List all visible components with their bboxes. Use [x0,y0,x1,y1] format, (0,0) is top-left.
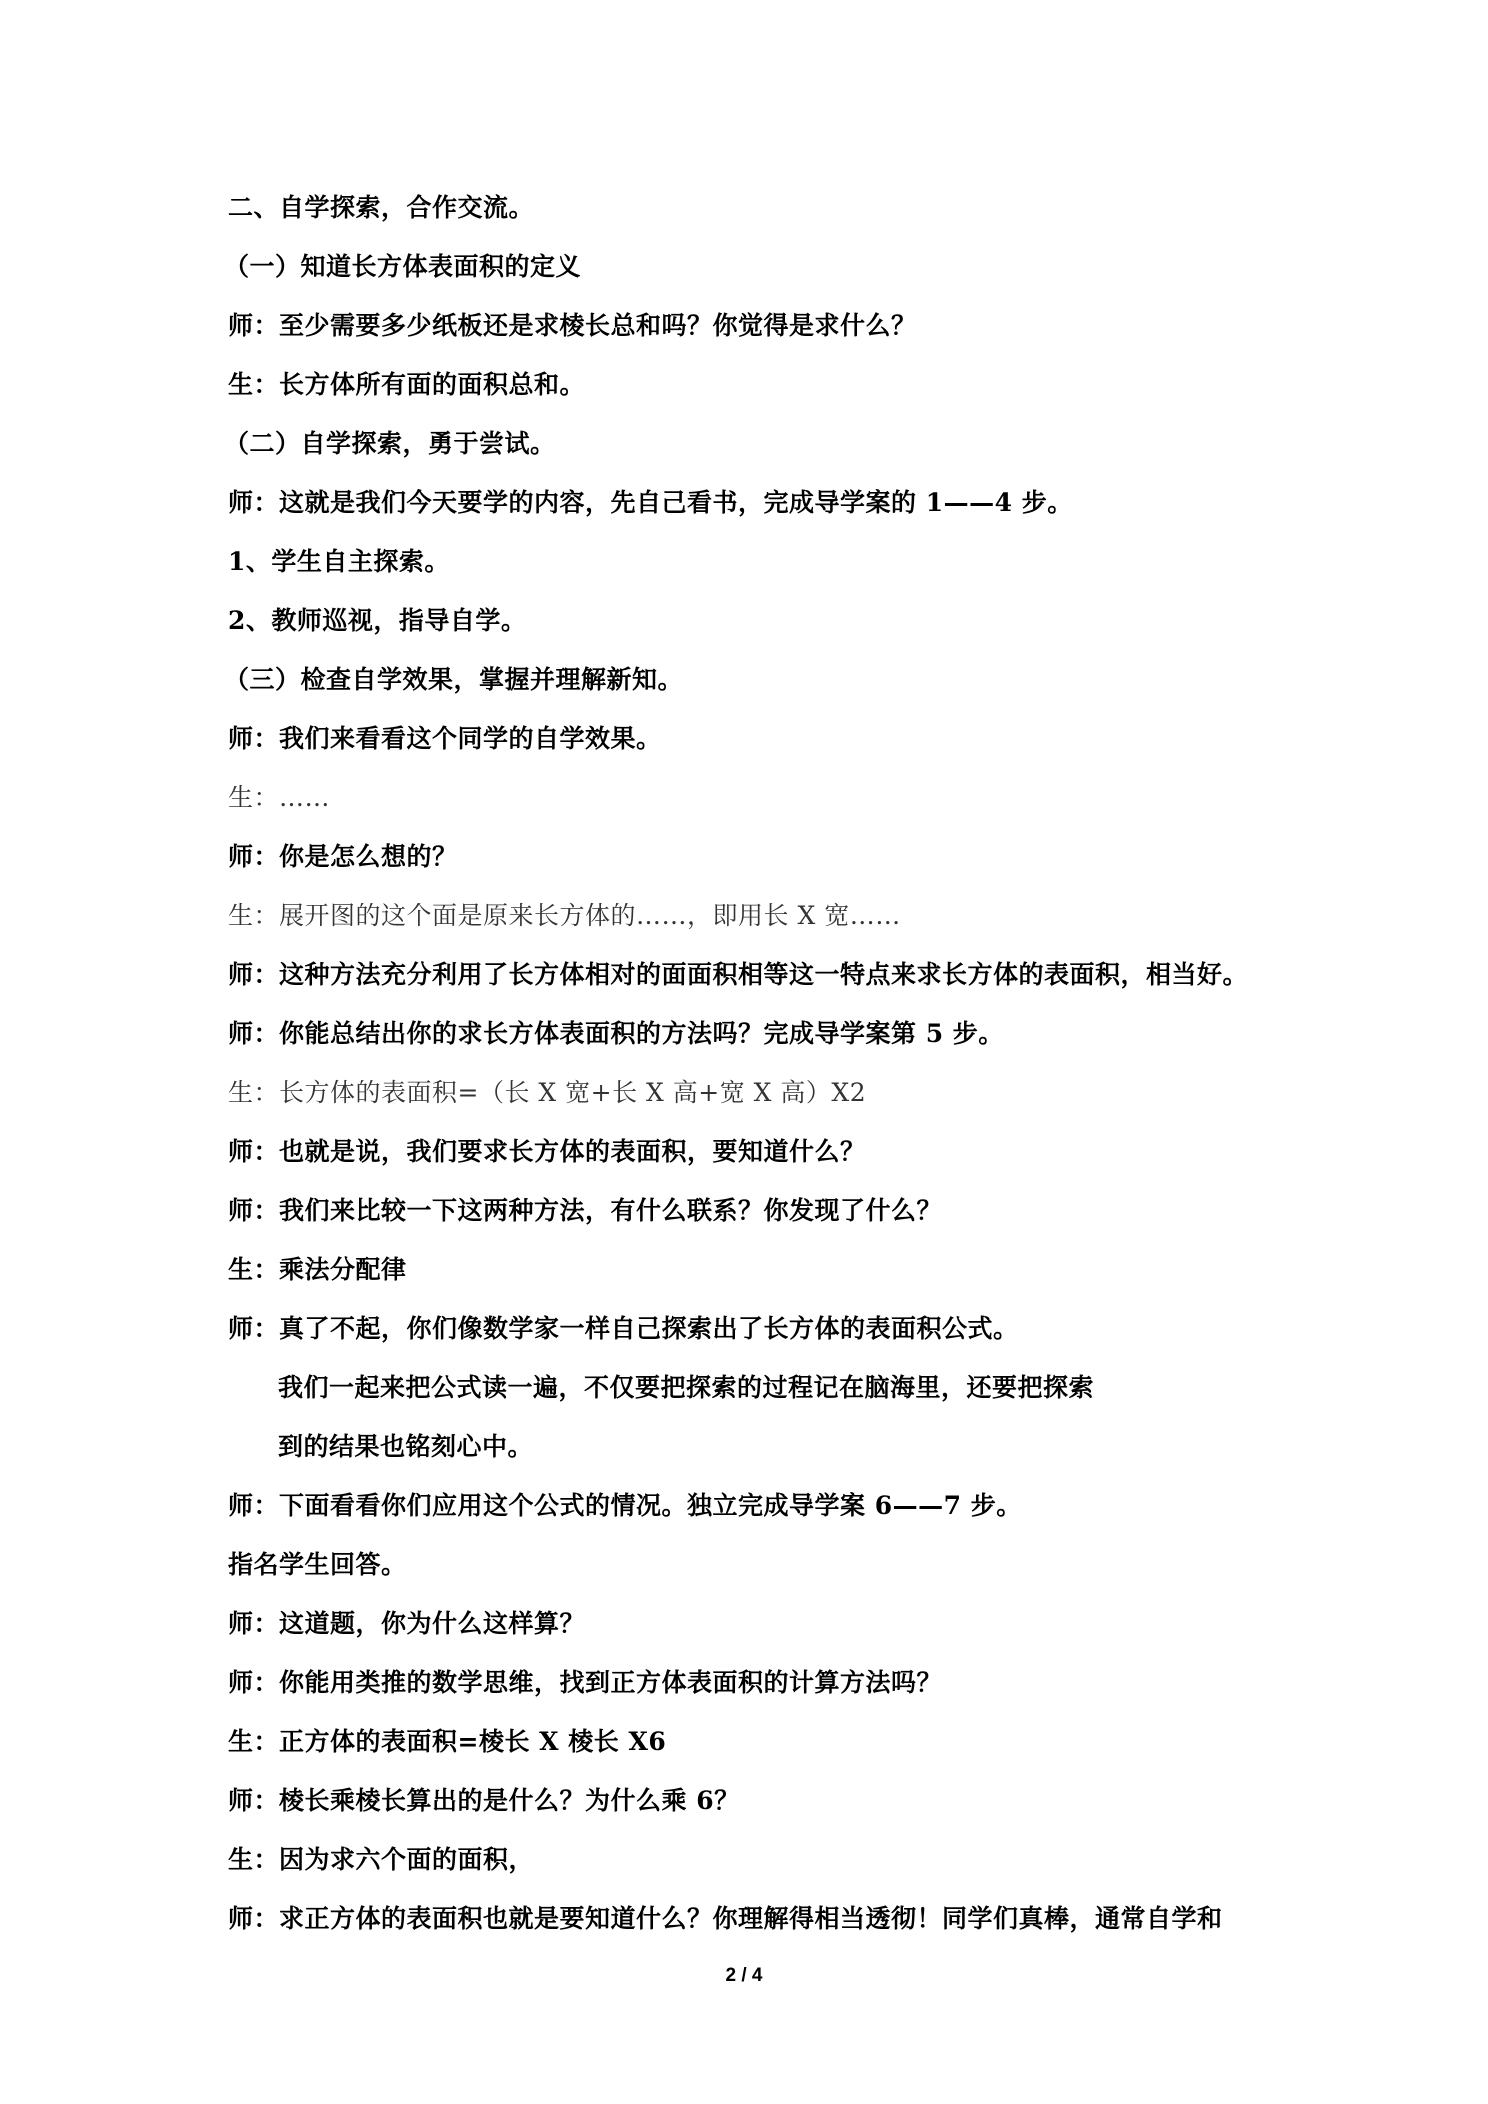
student-line: 生：长方体所有面的面积总和。 [228,370,586,399]
teacher-line: 师：真了不起，你们像数学家一样自己探索出了长方体的表面积公式。 [228,1314,1019,1343]
student-line: 生：展开图的这个面是原来长方体的……，即用长 X 宽…… [228,901,901,930]
teacher-line: 师：我们来看看这个同学的自学效果。 [228,724,662,753]
step-item: 2、教师巡视，指导自学。 [228,606,527,635]
student-line: 生：长方体的表面积=（长 X 宽+长 X 高+宽 X 高）X2 [228,1078,867,1107]
teacher-line: 师：这道题，你为什么这样算？ [228,1609,586,1638]
step-item: 1、学生自主探索。 [228,547,450,576]
student-line: 生：因为求六个面的面积， [228,1845,535,1874]
instruction-line: 指名学生回答。 [228,1550,407,1579]
teacher-line: 师：求正方体的表面积也就是要知道什么？你理解得相当透彻！同学们真棒，通常自学和 [228,1904,1223,1933]
student-line: 生：正方体的表面积=棱长 X 棱长 X6 [228,1727,667,1756]
teacher-line: 师：下面看看你们应用这个公式的情况。独立完成导学案 6——7 步。 [228,1491,1022,1520]
section-heading: 二、自学探索，合作交流。 [228,193,535,222]
student-line: 生：…… [228,783,331,812]
page-number: 2 / 4 [725,1965,763,1986]
teacher-line: 师：你能总结出你的求长方体表面积的方法吗？完成导学案第 5 步。 [228,1019,1004,1048]
subsection-heading: （二）自学探索，勇于尝试。 [224,429,556,458]
teacher-line: 师：这种方法充分利用了长方体相对的面面积相等这一特点来求长方体的表面积，相当好。 [228,960,1249,989]
teacher-line: 师：也就是说，我们要求长方体的表面积，要知道什么？ [228,1137,866,1166]
subsection-heading: （三）检查自学效果，掌握并理解新知。 [224,665,684,694]
teacher-line-continued: 我们一起来把公式读一遍，不仅要把探索的过程记在脑海里，还要把探索 [278,1373,1095,1402]
subsection-heading: （一）知道长方体表面积的定义 [224,252,582,281]
teacher-line: 师：你能用类推的数学思维，找到正方体表面积的计算方法吗？ [228,1668,943,1697]
teacher-line: 师：这就是我们今天要学的内容，先自己看书，完成导学案的 1——4 步。 [228,488,1073,517]
teacher-line: 师：至少需要多少纸板还是求棱长总和吗？你觉得是求什么？ [228,311,917,340]
teacher-line: 师：你是怎么想的？ [228,842,458,871]
student-line: 生：乘法分配律 [228,1255,407,1284]
teacher-line: 师：棱长乘棱长算出的是什么？为什么乘 6？ [228,1786,740,1815]
teacher-line: 师：我们来比较一下这两种方法，有什么联系？你发现了什么？ [228,1196,943,1225]
teacher-line-continued: 到的结果也铭刻心中。 [278,1432,534,1461]
